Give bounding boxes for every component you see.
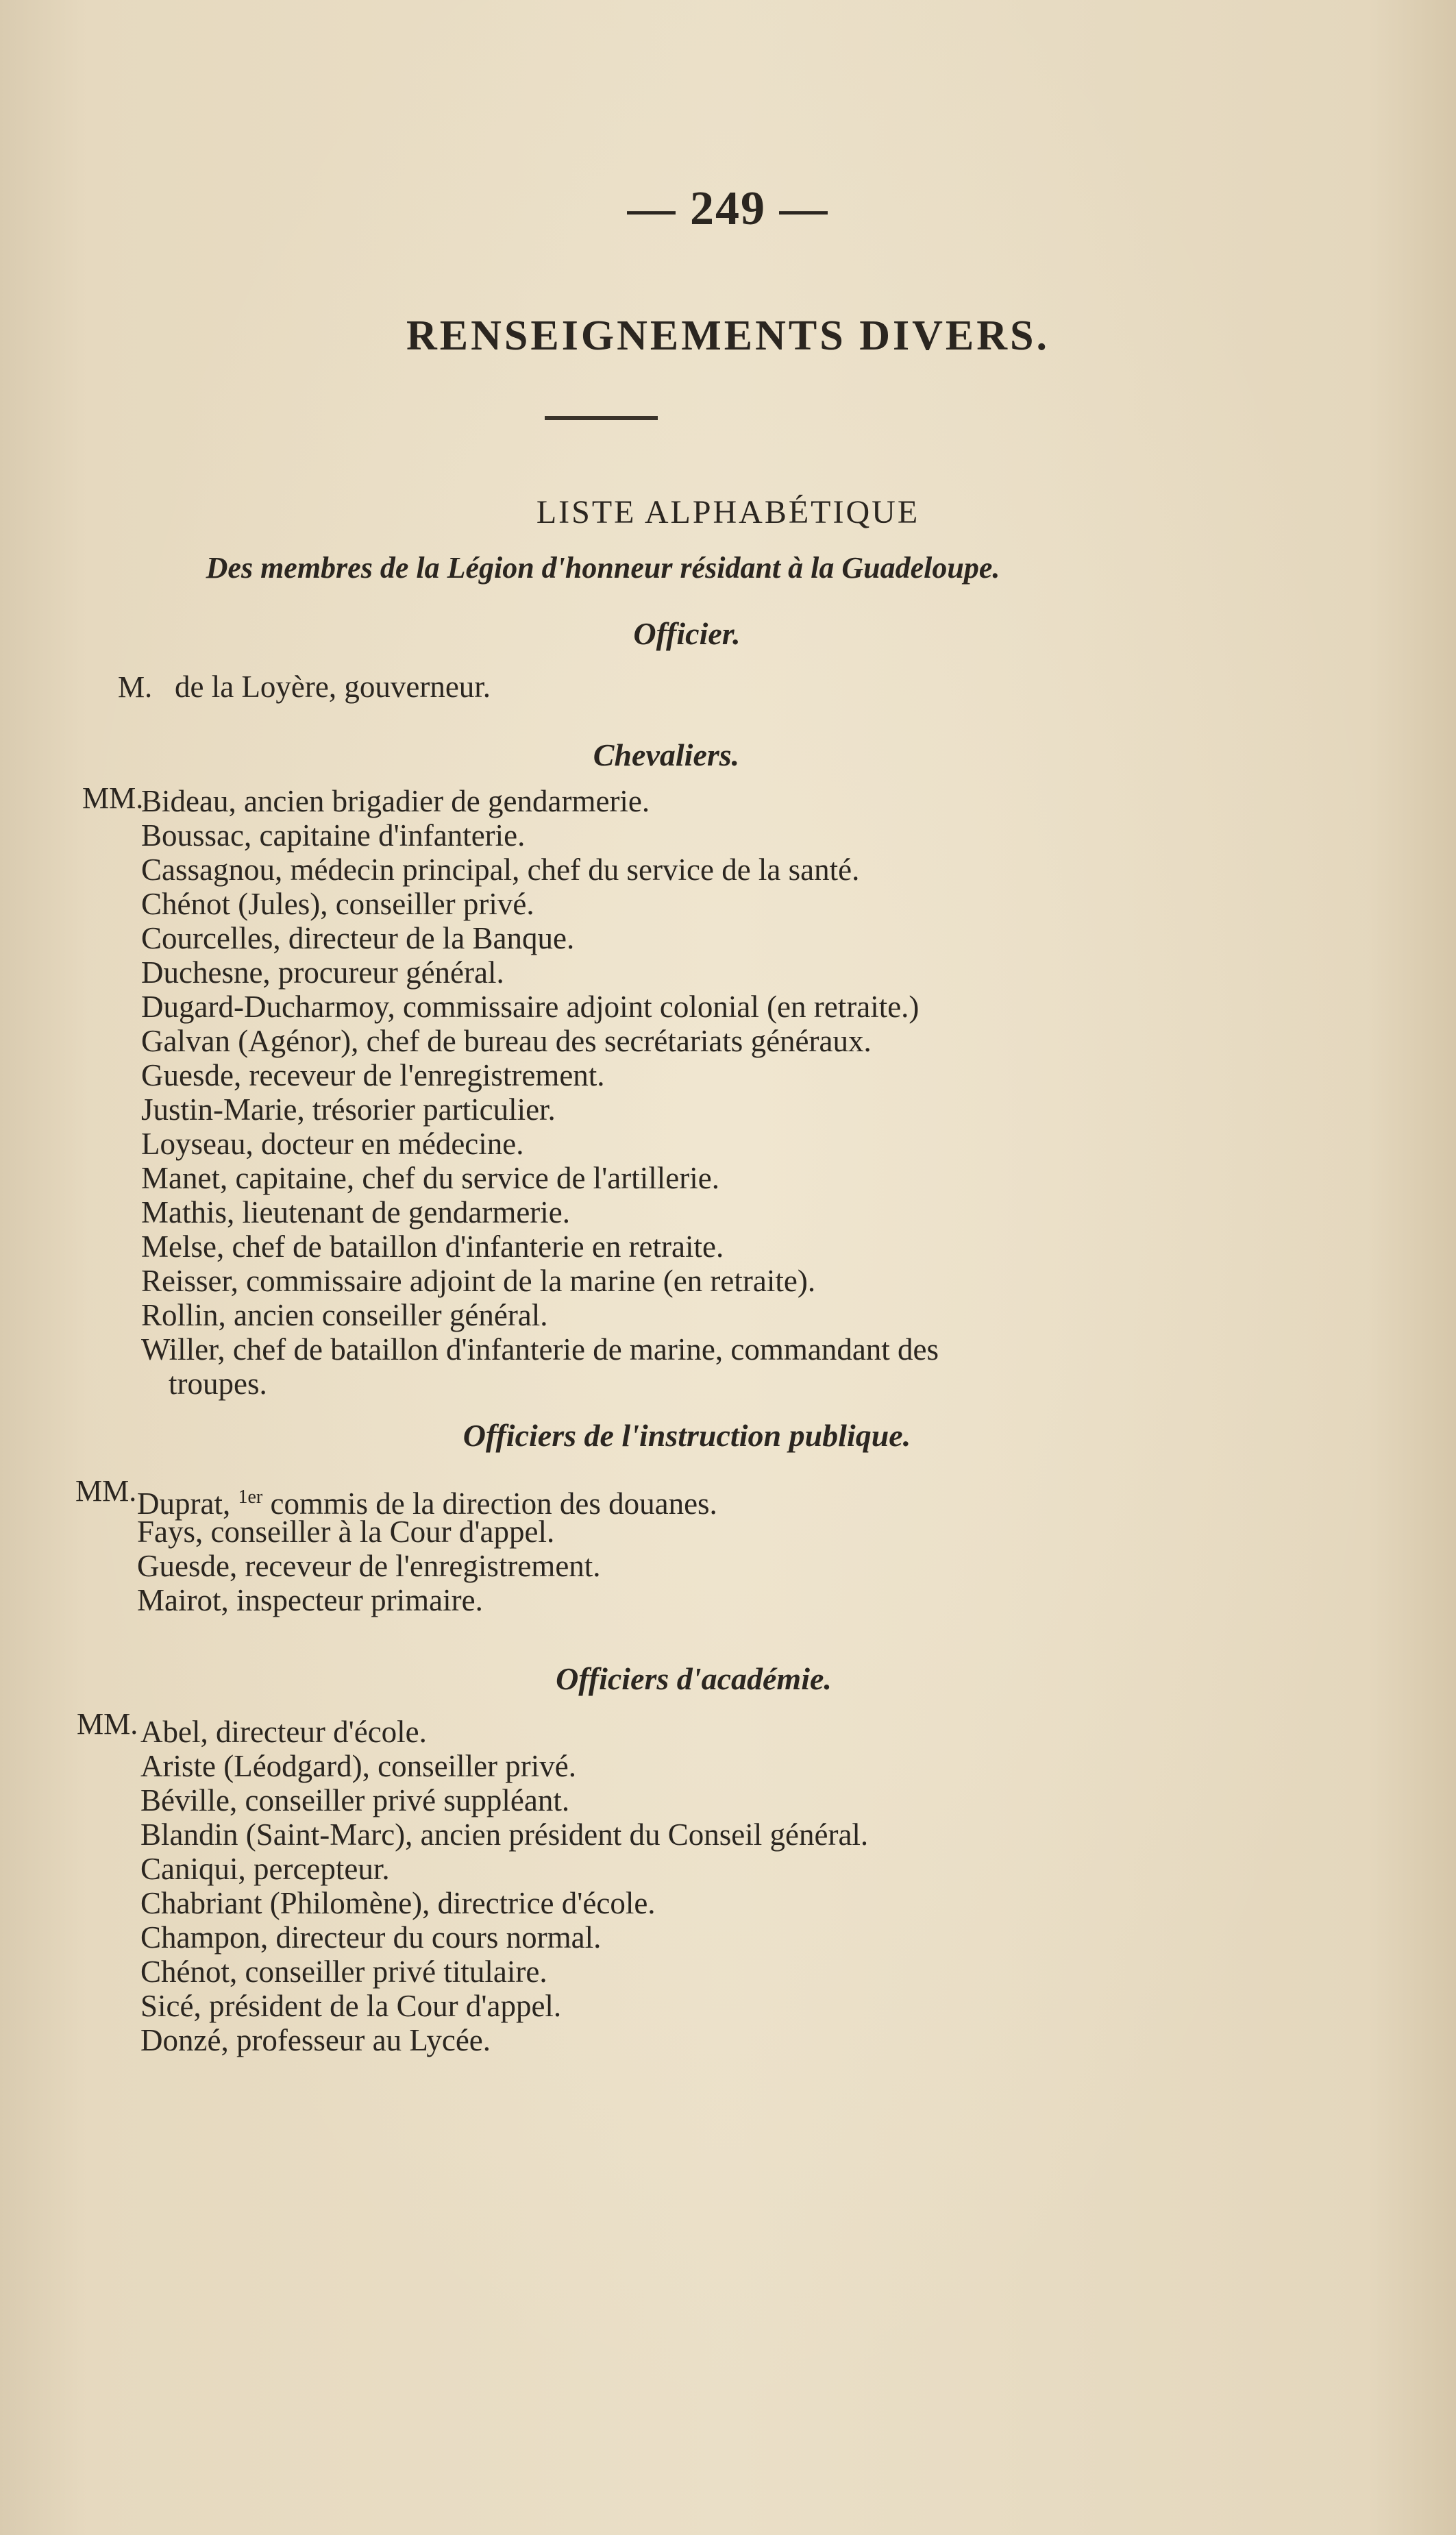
list-item: Mathis, lieutenant de gendarmerie. <box>141 1195 571 1229</box>
list-item: Mairot, inspecteur primaire. <box>137 1583 483 1617</box>
page-title: RENSEIGNEMENTS DIVERS. <box>406 313 1050 359</box>
list-item: Boussac, capitaine d'infanterie. <box>141 818 526 853</box>
list-item: Reisser, commissaire adjoint de la marine (en retraite). <box>141 1264 816 1298</box>
chevaliers-prefix: MM. <box>82 781 144 815</box>
list-item: Guesde, receveur de l'enregistrement. <box>141 1058 605 1092</box>
title-divider <box>545 416 658 420</box>
officier-entry: de la Loyère, gouverneur. <box>175 670 491 704</box>
list-item: Champon, directeur du cours normal. <box>140 1920 602 1955</box>
instruction-prefix: MM. <box>75 1474 137 1508</box>
list-item: Cassagnou, médecin principal, chef du service de la santé. <box>141 853 860 887</box>
list-item: Ariste (Léodgard), conseiller privé. <box>140 1749 576 1783</box>
list-item: Chénot, conseiller privé titulaire. <box>140 1955 547 1989</box>
list-item: Manet, capitaine, chef du service de l'artillerie. <box>141 1161 719 1195</box>
entry-rest: commis de la direction des douanes. <box>262 1486 717 1521</box>
list-item: Caniqui, percepteur. <box>140 1852 390 1886</box>
list-item: Loyseau, docteur en médecine. <box>141 1127 524 1161</box>
list-item: Chabriant (Philomène), directrice d'école. <box>140 1886 656 1920</box>
list-item: Galvan (Agénor), chef de bureau des secrétariats généraux. <box>141 1024 872 1058</box>
academie-prefix: MM. <box>77 1707 138 1741</box>
list-item: Guesde, receveur de l'enregistrement. <box>137 1549 601 1583</box>
list-item: Donzé, professeur au Lycée. <box>140 2023 491 2057</box>
list-item: Sicé, président de la Cour d'appel. <box>140 1989 562 2023</box>
section-heading-instruction: Officiers de l'instruction publique. <box>462 1418 911 1453</box>
list-item: Chénot (Jules), conseiller privé. <box>141 887 534 921</box>
section-heading-academie: Officiers d'académie. <box>556 1661 832 1696</box>
page-number: — 249 — <box>627 182 829 235</box>
list-item: Abel, directeur d'école. <box>140 1715 427 1749</box>
list-item: Blandin (Saint-Marc), ancien président du Conseil général. <box>140 1817 869 1852</box>
list-item: Bideau, ancien brigadier de gendarmerie. <box>141 784 650 818</box>
officier-prefix: M. <box>118 670 153 704</box>
list-subtitle: Des membres de la Légion d'honneur résidant à la Guadeloupe. <box>206 551 1000 585</box>
list-item: Béville, conseiller privé suppléant. <box>140 1783 570 1817</box>
list-item: Dugard-Ducharmoy, commissaire adjoint colonial (en retraite.) <box>141 990 920 1024</box>
list-item: Justin-Marie, trésorier particulier. <box>141 1092 556 1127</box>
section-heading-officier: Officier. <box>633 616 741 651</box>
list-item: Melse, chef de bataillon d'infanterie en retraite. <box>141 1229 724 1264</box>
list-item: Duchesne, procureur général. <box>141 955 504 990</box>
list-item: Courcelles, directeur de la Banque. <box>141 921 575 955</box>
list-item: Fays, conseiller à la Cour d'appel. <box>137 1515 555 1549</box>
entry-name: Duprat, <box>137 1486 238 1521</box>
ordinal-superscript: 1er <box>238 1486 263 1508</box>
section-heading-chevaliers: Chevaliers. <box>593 737 740 772</box>
list-item: Willer, chef de bataillon d'infanterie de marine, commandant des <box>141 1332 939 1367</box>
list-item: Rollin, ancien conseiller général. <box>141 1298 548 1332</box>
list-item-continuation: troupes. <box>169 1367 267 1401</box>
list-title: LISTE ALPHABÉTIQUE <box>536 494 920 530</box>
